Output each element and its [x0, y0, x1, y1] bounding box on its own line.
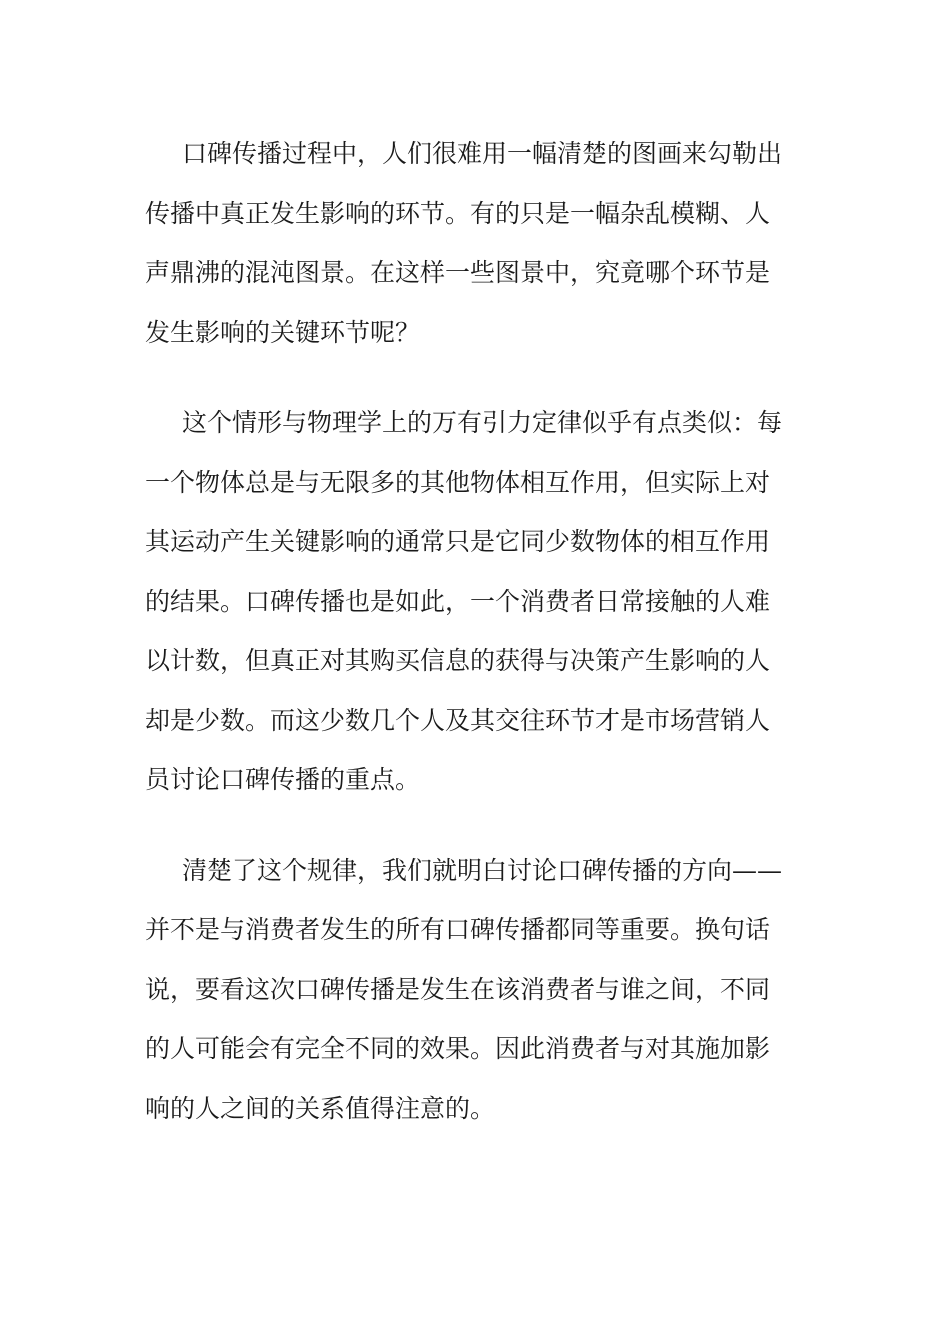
paragraph-line: 其运动产生关键影响的通常只是它同少数物体的相互作用: [145, 527, 771, 556]
paragraph-1: [145, 124, 805, 362]
paragraph-line: 声鼎沸的混沌图景。在这样一些图景中，究竟哪个环节是: [145, 258, 771, 287]
paragraph-line: 响的人之间的关系值得注意的。: [145, 1093, 496, 1123]
paragraph-line: 清楚了这个规律，我们就明白讨论口碑传播的方向——: [182, 855, 783, 885]
paragraph-3: [145, 841, 805, 1139]
paragraph-line: 说，要看这次口碑传播是发生在该消费者与谁之间，不同: [145, 974, 771, 1004]
paragraph-line: 却是少数。而这少数几个人及其交往环节才是市场营销人: [145, 705, 771, 735]
paragraph-line: 传播中真正发生影响的环节。有的只是一幅杂乱模糊、人: [145, 198, 771, 228]
paragraph-line: 的人可能会有完全不同的效果。因此消费者与对其施加影: [145, 1034, 771, 1063]
paragraph-line: 并不是与消费者发生的所有口碑传播都同等重要。换句话: [145, 915, 771, 944]
paragraph-line: 口碑传播过程中，人们很难用一幅清楚的图画来勾勒出: [182, 139, 783, 168]
body-text: [145, 124, 805, 1169]
paragraph-2: [145, 393, 805, 810]
paragraph-line: 以计数，但真正对其购买信息的获得与决策产生影响的人: [145, 646, 771, 675]
paragraph-line: 发生影响的关键环节呢？: [145, 317, 421, 347]
paragraph-line: 的结果。口碑传播也是如此，一个消费者日常接触的人难: [145, 586, 771, 616]
paragraph-line: 员讨论口碑传播的重点。: [145, 765, 421, 794]
paragraph-line: 这个情形与物理学上的万有引力定律似乎有点类似：每: [182, 408, 783, 437]
paragraph-line: 一个物体总是与无限多的其他物体相互作用，但实际上对: [145, 467, 771, 497]
